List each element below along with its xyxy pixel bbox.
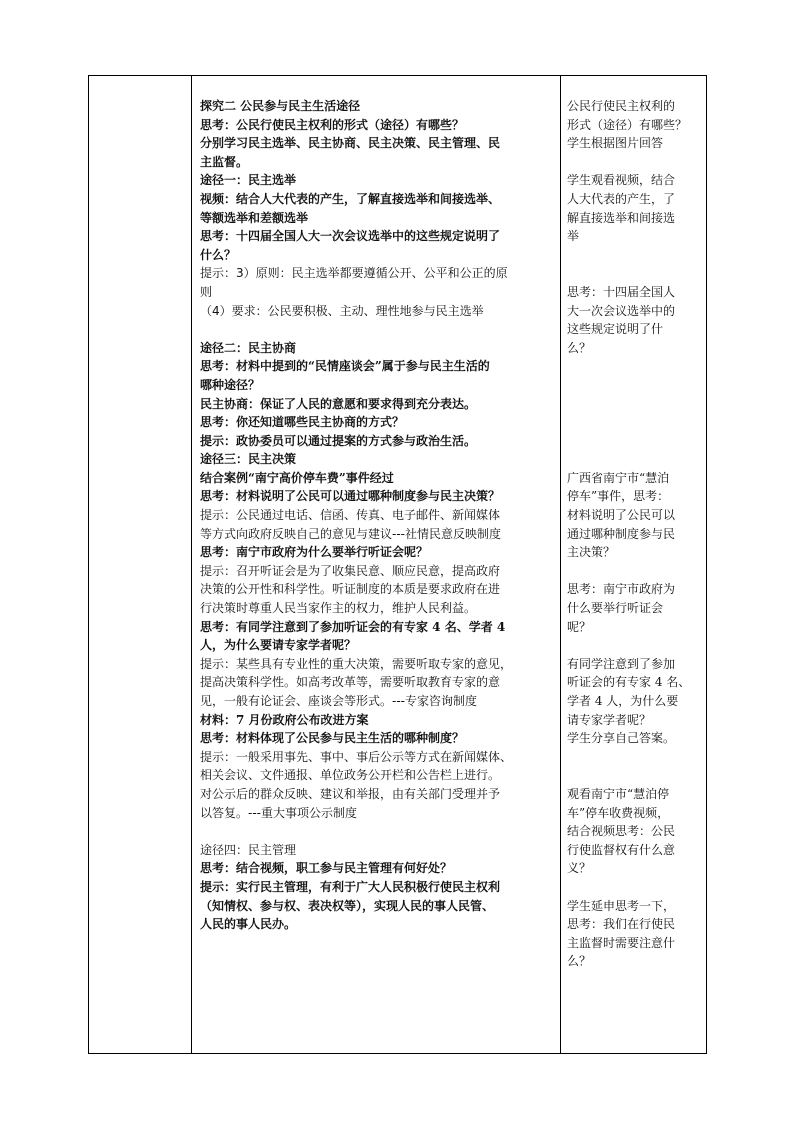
activity-text-line: 举: [567, 229, 580, 244]
activity-text-line: 广西省南宁市“慧泊: [567, 470, 670, 485]
content-text-line: 分别学习民主选举、民主协商、民主决策、民主管理、民: [200, 136, 501, 151]
content-text-line: 思考：材料体现了公民参与民主生活的哪种制度？: [200, 731, 465, 746]
content-text-line: 人民的事人民办。: [200, 917, 297, 932]
student-activity-text: [561, 76, 706, 971]
activity-text-line: 义？: [567, 861, 592, 876]
activity-blank-line: [567, 153, 702, 172]
student-activity-cell: [561, 76, 707, 1054]
content-text-line: 对公示后的群众反映、建议和举报，由有关部门受理并予: [200, 786, 501, 801]
content-text-line: 途径一：民主选举: [200, 173, 297, 188]
activity-blank-line: [567, 562, 702, 581]
activity-text-line: 结合视频思考：公民: [567, 824, 676, 839]
content-blank-line: [200, 822, 554, 841]
activity-blank-line: [567, 246, 702, 265]
content-text-line: 等方式向政府反映自己的意见与建议---社情民意反映制度: [200, 526, 501, 541]
activity-text-line: 观看南宁市“慧泊停: [567, 786, 670, 801]
activity-text-line: 形式（途径）有哪些？: [567, 117, 688, 132]
activity-text-line: 呢？: [567, 619, 592, 634]
content-text-line: 决策的公开性和科学性。听证制度的本质是要求政府在进: [200, 582, 501, 597]
activity-blank-line: [567, 878, 702, 897]
activity-text-line: 公民行使民主权利的: [567, 99, 676, 113]
activity-blank-line: [567, 636, 702, 655]
content-text-line: 途径二：民主协商: [200, 340, 297, 355]
content-text-line: 主监督。: [200, 154, 249, 169]
content-text-line: 思考：公民行使民主权利的形式（途径）有哪些？: [200, 117, 465, 132]
activity-text-line: 主监督时需要注意什: [567, 935, 676, 950]
activity-text-line: 思考：我们在行使民: [567, 917, 676, 932]
content-text-line: 结合案例“南宁高价停车费”事件经过: [200, 470, 394, 485]
content-text-line: 提示：召开听证会是为了收集民意、顺应民意，提高政府: [200, 563, 501, 578]
activity-blank-line: [567, 432, 702, 451]
content-text-line: 途径四：民主管理: [200, 842, 297, 857]
activity-text-line: 主决策？: [567, 545, 616, 560]
table-row: [89, 76, 707, 1054]
activity-text-line: 这些规定说明了什: [567, 322, 664, 337]
activity-blank-line: [567, 357, 702, 376]
activity-blank-line: [567, 395, 702, 414]
content-text-line: 哪种途径？: [200, 377, 261, 392]
content-text-line: 相关会议、文件通报、单位政务公开栏和公告栏上进行。: [200, 768, 501, 783]
activity-text-line: 材料说明了公民可以: [567, 508, 676, 523]
activity-text-line: 思考：南宁市政府为: [567, 582, 676, 597]
content-text-line: 以答复。---重大事项公示制度: [200, 805, 357, 820]
activity-blank-line: [567, 766, 702, 785]
activity-text-line: 学者 4 人，为什么要: [567, 694, 679, 708]
activity-text-line: 学生分享自己答案。: [567, 731, 676, 746]
activity-blank-line: [567, 376, 702, 395]
content-text-line: 提示：某些具有专业性的重大决策，需要听取专家的意见，: [200, 656, 513, 671]
content-text-line: 等额选举和差额选举: [200, 210, 309, 225]
activity-text-line: 通过哪种制度参与民: [567, 526, 676, 541]
activity-blank-line: [567, 450, 702, 469]
activity-text-line: 学生观看视频，结合: [567, 173, 676, 188]
content-text-line: 则: [200, 284, 213, 299]
content-text-line: 行决策时尊重人民当家作主的权力，维护人民利益。: [200, 601, 477, 616]
activity-text-line: 么？: [567, 954, 592, 969]
activity-blank-line: [567, 413, 702, 432]
content-text-line: 探究二 公民参与民主生活途径: [200, 99, 361, 113]
activity-text-line: 人大代表的产生，了: [567, 191, 676, 206]
content-text-line: 思考：结合视频，职工参与民主管理有何好处？: [200, 861, 453, 876]
content-text-line: 提示：实行民主管理，有利于广大人民积极行使民主权利: [200, 879, 501, 894]
content-text-line: 见，一般有论证会、座谈会等形式。---专家咨询制度: [200, 694, 477, 708]
content-text-line: 思考：材料说明了公民可以通过哪种制度参与民主决策？: [200, 489, 501, 504]
content-text-line: 思考：你还知道哪些民主协商的方式？: [200, 415, 405, 430]
content-text-line: 提示：3）原则：民主选举都要遵循公开、公平和公正的原: [200, 266, 508, 281]
activity-text-line: 大一次会议选举中的: [567, 303, 676, 318]
activity-blank-line: [567, 264, 702, 283]
content-text-line: 提高决策科学性。如高考改革等，需要听取教育专家的意: [200, 675, 501, 690]
content-text-line: 材料：7 月份政府公布改进方案: [200, 712, 369, 727]
activity-text-line: 么？: [567, 340, 592, 355]
content-text-line: （4）要求：公民要积极、主动、理性地参与民主选举: [200, 303, 484, 318]
left-column-cell: [89, 76, 192, 1054]
content-text-line: 民主协商：保证了人民的意愿和要求得到充分表达。: [200, 396, 477, 411]
content-text-line: 提示：政协委员可以通过提案的方式参与政治生活。: [200, 433, 477, 448]
activity-text-line: 思考：十四届全国人: [567, 284, 676, 299]
activity-text-line: 解直接选举和间接选: [567, 210, 676, 225]
activity-text-line: 学生根据图片回答: [567, 136, 664, 151]
content-text-line: 提示：一般采用事先、事中、事后公示等方式在新闻媒体、: [200, 749, 513, 764]
activity-text-line: 有同学注意到了参加: [567, 656, 676, 671]
content-blank-line: [200, 320, 554, 339]
activity-text-line: 车”停车收费视频，: [567, 805, 670, 820]
content-text-line: 视频：结合人大代表的产生，了解直接选举和间接选举、: [200, 191, 501, 206]
activity-text-line: 停车”事件，思考：: [567, 489, 670, 504]
content-text-line: 途径三：民主决策: [200, 452, 297, 467]
content-text-line: 人，为什么要请专家学者呢？: [200, 638, 357, 653]
activity-blank-line: [567, 748, 702, 767]
content-text-line: （知情权、参与权、表决权等），实现人民的事人民管、: [200, 898, 495, 913]
content-text-line: 思考：有同学注意到了参加听证会的有专家 4 名、学者 4: [200, 619, 506, 634]
teaching-content-text: [192, 76, 560, 934]
activity-text-line: 学生延申思考一下，: [567, 898, 676, 913]
content-text-line: 什么？: [200, 247, 237, 262]
lesson-plan-table: [88, 75, 707, 1054]
activity-text-line: 行使监督权有什么意: [567, 842, 676, 857]
activity-text-line: 什么要举行听证会: [567, 601, 664, 616]
content-text-line: 思考：南宁市政府为什么要举行听证会呢？: [200, 545, 429, 560]
teaching-content-cell: [192, 76, 561, 1054]
activity-text-line: 请专家学者呢？: [567, 712, 652, 727]
content-text-line: 思考：十四届全国人大一次会议选举中的这些规定说明了: [200, 229, 501, 244]
activity-text-line: 听证会的有专家 4 名、: [567, 675, 691, 690]
content-text-line: 思考：材料中提到的“民情座谈会”属于参与民主生活的: [200, 359, 490, 374]
content-text-line: 提示：公民通过电话、信函、传真、电子邮件、新闻媒体: [200, 508, 501, 523]
